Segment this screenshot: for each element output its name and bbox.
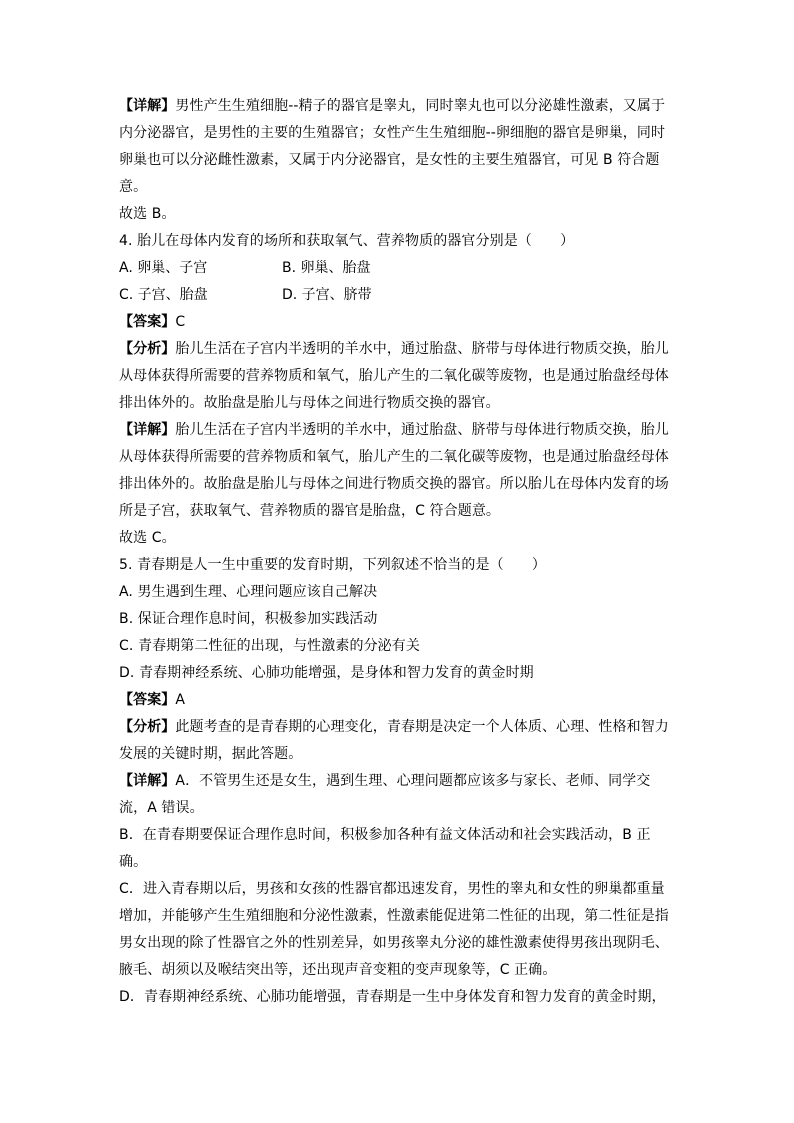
detail-tag: 【详解】 — [119, 422, 176, 438]
q4-question: 4. 胎儿在母体内发育的场所和获取氧气、营养物质的器官分别是（ ） — [119, 233, 575, 249]
q5-detail-line-5: C．进入青春期以后，男孩和女孩的性器官都迅速发育，男性的睾丸和女性的卵巢都重量 — [119, 881, 665, 897]
q5-answer — [119, 687, 679, 714]
q5-detail-line-9: D．青春期神经系统、心肺功能增强，青春期是一生中身体发育和智力发育的黄金时期， — [119, 989, 666, 1005]
q5-detail-line-8: 腋毛、胡须以及喉结突出等，还出现声音变粗的变声现象等，C 正确。 — [119, 962, 557, 978]
q5-detail-line-4: 确。 — [119, 854, 148, 870]
q5-detail-line-6: 增加，并能够产生生殖细胞和分泌性激素，性激素能促进第二性征的出现，第二性征是指 — [119, 908, 669, 924]
answer-value: A — [175, 692, 186, 708]
q4-options-row-2 — [119, 282, 679, 309]
q4-options-row-1 — [119, 255, 679, 282]
q4-detail-line-2: 从母体获得所需要的营养物质和氧气，胎儿产生的二氧化碳等废物，也是通过胎盘经母体 — [119, 449, 669, 465]
q4-detail-line-4: 所是子宫，获取氧气、营养物质的器官是胎盘，C 符合题意。 — [119, 503, 501, 519]
q4-detail-line-1: 【详解】胎儿生活在子宫内半透明的羊水中，通过胎盘、脐带与母体进行物质交换，胎儿 — [119, 422, 669, 438]
q5-option-a: A. 男生遇到生理、心理问题应该自己解决 — [119, 584, 378, 600]
q3-detail-line-1: 【详解】男性产生生殖细胞--精子的器官是睾丸，同时睾丸也可以分泌雄性激素，又属于 — [119, 98, 666, 114]
q4-answer — [119, 309, 679, 336]
q4-conclusion: 故选 C。 — [119, 530, 176, 546]
q3-conclusion: 故选 B。 — [119, 206, 176, 222]
q4-option-a: A. 卵巢、子宫 — [119, 260, 208, 276]
answer-tag: 【答案】 — [119, 314, 176, 330]
q4-analysis-line-3: 排出体外的。故胎盘是胎儿与母体之间进行物质交换的器官。 — [119, 395, 500, 411]
q5-detail-line-1: 【详解】A．不管男生还是女生，遇到生理、心理问题都应该多与家长、老师、同学交 — [119, 773, 651, 789]
answer-value: C — [175, 314, 186, 330]
q4-analysis-line-2: 从母体获得所需要的营养物质和氧气，胎儿产生的二氧化碳等废物，也是通过胎盘经母体 — [119, 368, 669, 384]
q4-option-c: C. 子宫、胎盘 — [119, 287, 208, 303]
q5-option-c: C. 青春期第二性征的出现，与性激素的分泌有关 — [119, 638, 420, 654]
analysis-tag: 【分析】 — [119, 719, 176, 735]
q3-detail-line-2: 内分泌器官，是男性的主要的生殖器官；女性产生生殖细胞--卵细胞的器官是卵巢，同时 — [119, 125, 666, 141]
q5-analysis-line-2: 发展的关键时期，据此答题。 — [119, 746, 303, 762]
answer-tag: 【答案】 — [119, 692, 176, 708]
q5-question: 5. 青春期是人一生中重要的发育时期，下列叙述不恰当的是（ ） — [119, 557, 547, 573]
q5-detail-line-2: 流，A 错误。 — [119, 800, 204, 816]
q3-detail-line-4: 意。 — [119, 179, 148, 195]
q5-detail-line-3: B．在青春期要保证合理作息时间，积极参加各种有益文体活动和社会实践活动，B 正 — [119, 827, 651, 843]
q4-option-d: D. 子宫、脐带 — [282, 287, 372, 303]
q5-analysis-line-1: 【分析】此题考查的是青春期的心理变化，青春期是决定一个人体质、心理、性格和智力 — [119, 719, 669, 735]
q3-detail-line-3: 卵巢也可以分泌雌性激素，又属于内分泌器官，是女性的主要生殖器官，可见 B 符合题 — [119, 152, 660, 168]
q4-detail-line-3: 排出体外的。故胎盘是胎儿与母体之间进行物质交换的器官。所以胎儿在母体内发育的场 — [119, 476, 669, 492]
detail-tag: 【详解】 — [119, 773, 176, 789]
document-page — [119, 93, 679, 1011]
q5-option-d: D. 青春期神经系统、心肺功能增强，是身体和智力发育的黄金时期 — [119, 665, 534, 681]
q4-option-b: B. 卵巢、胎盘 — [282, 260, 371, 276]
q4-analysis-line-1: 【分析】胎儿生活在子宫内半透明的羊水中，通过胎盘、脐带与母体进行物质交换，胎儿 — [119, 341, 669, 357]
q5-option-b: B. 保证合理作息时间，积极参加实践活动 — [119, 611, 378, 627]
detail-tag: 【详解】 — [119, 98, 176, 114]
q5-detail-line-7: 男女出现的除了性器官之外的性别差异，如男孩睾丸分泌的雄性激素使得男孩出现阴毛、 — [119, 935, 669, 951]
analysis-tag: 【分析】 — [119, 341, 176, 357]
